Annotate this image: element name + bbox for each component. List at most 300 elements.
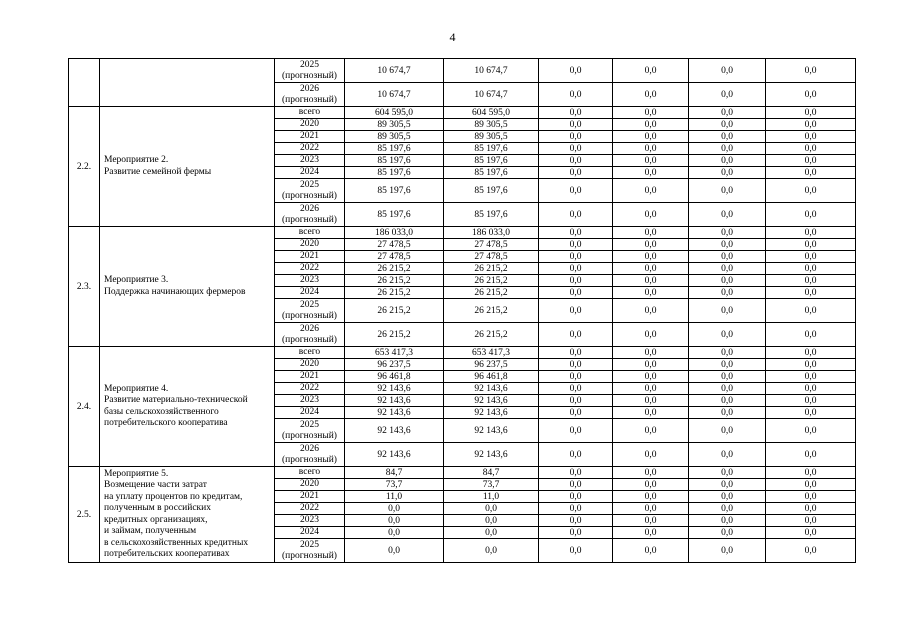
value-cell: 0,0 bbox=[539, 467, 613, 479]
value-cell: 92 143,6 bbox=[444, 383, 539, 395]
item-name-line: Мероприятие 4. bbox=[104, 383, 169, 394]
item-name bbox=[100, 227, 275, 347]
year-cell bbox=[275, 371, 345, 383]
item-name bbox=[100, 59, 275, 107]
value-cell: 96 461,8 bbox=[345, 371, 444, 383]
year-cell bbox=[275, 119, 345, 131]
value-cell: 0,0 bbox=[689, 515, 766, 527]
value-cell: 0,0 bbox=[689, 479, 766, 491]
value-cell: 0,0 bbox=[689, 527, 766, 539]
value-cell: 0,0 bbox=[539, 263, 613, 275]
value-cell: 0,0 bbox=[613, 371, 689, 383]
value-cell: 0,0 bbox=[613, 143, 689, 155]
item-name-line: в сельскохозяйственных кредитных bbox=[104, 537, 249, 548]
year-cell bbox=[275, 167, 345, 179]
year-line: 2024 bbox=[300, 407, 319, 417]
year-cell bbox=[275, 179, 345, 203]
value-cell: 0,0 bbox=[613, 467, 689, 479]
value-cell: 0,0 bbox=[613, 131, 689, 143]
value-cell: 0,0 bbox=[539, 407, 613, 419]
year-cell bbox=[275, 407, 345, 419]
financing-table bbox=[68, 58, 856, 563]
year-line: (прогнозный) bbox=[282, 214, 337, 225]
value-cell: 0,0 bbox=[539, 119, 613, 131]
value-cell: 89 305,5 bbox=[444, 119, 539, 131]
year-cell bbox=[275, 527, 345, 539]
value-cell: 89 305,5 bbox=[345, 131, 444, 143]
value-cell: 0,0 bbox=[613, 347, 689, 359]
value-cell: 0,0 bbox=[345, 527, 444, 539]
value-cell: 0,0 bbox=[766, 131, 856, 143]
year-line: 2021 bbox=[300, 251, 319, 261]
value-cell: 0,0 bbox=[613, 275, 689, 287]
table-row bbox=[69, 467, 856, 479]
value-cell: 96 461,8 bbox=[444, 371, 539, 383]
value-cell: 0,0 bbox=[689, 275, 766, 287]
value-cell: 0,0 bbox=[539, 359, 613, 371]
year-line: 2023 bbox=[300, 275, 319, 285]
value-cell: 26 215,2 bbox=[444, 299, 539, 323]
value-cell: 0,0 bbox=[444, 527, 539, 539]
table-row bbox=[69, 227, 856, 239]
value-cell: 0,0 bbox=[539, 167, 613, 179]
value-cell: 85 197,6 bbox=[444, 203, 539, 227]
value-cell: 0,0 bbox=[613, 395, 689, 407]
value-cell: 0,0 bbox=[539, 59, 613, 83]
value-cell: 27 478,5 bbox=[444, 239, 539, 251]
value-cell: 0,0 bbox=[766, 491, 856, 503]
year-cell bbox=[275, 419, 345, 443]
item-name-line: Возмещение части затрат bbox=[104, 480, 207, 490]
item-number: 2.5. bbox=[69, 467, 100, 563]
year-line: 2026 bbox=[300, 83, 319, 94]
value-cell: 85 197,6 bbox=[345, 143, 444, 155]
value-cell: 26 215,2 bbox=[345, 323, 444, 347]
year-cell bbox=[275, 539, 345, 563]
year-line: (прогнозный) bbox=[282, 550, 337, 561]
value-cell: 27 478,5 bbox=[345, 251, 444, 263]
value-cell: 92 143,6 bbox=[345, 407, 444, 419]
item-name-line: на уплату процентов по кредитам, bbox=[104, 491, 243, 502]
value-cell: 0,0 bbox=[766, 395, 856, 407]
value-cell: 0,0 bbox=[766, 167, 856, 179]
value-cell: 0,0 bbox=[539, 419, 613, 443]
value-cell: 0,0 bbox=[613, 419, 689, 443]
item-name bbox=[100, 347, 275, 467]
value-cell: 0,0 bbox=[539, 131, 613, 143]
item-number: 2.4. bbox=[69, 347, 100, 467]
year-line: 2021 bbox=[300, 371, 319, 381]
year-cell bbox=[275, 263, 345, 275]
value-cell: 0,0 bbox=[539, 443, 613, 467]
value-cell: 0,0 bbox=[539, 299, 613, 323]
year-line: 2020 bbox=[300, 479, 319, 489]
value-cell: 85 197,6 bbox=[444, 155, 539, 167]
value-cell: 0,0 bbox=[613, 239, 689, 251]
value-cell: 0,0 bbox=[613, 383, 689, 395]
value-cell: 0,0 bbox=[539, 143, 613, 155]
value-cell: 0,0 bbox=[766, 107, 856, 119]
value-cell: 92 143,6 bbox=[444, 395, 539, 407]
value-cell: 0,0 bbox=[613, 479, 689, 491]
item-name-line: Мероприятие 2. bbox=[104, 155, 169, 165]
value-cell: 26 215,2 bbox=[345, 275, 444, 287]
value-cell: 26 215,2 bbox=[444, 263, 539, 275]
value-cell: 653 417,3 bbox=[444, 347, 539, 359]
value-cell: 0,0 bbox=[539, 203, 613, 227]
value-cell: 0,0 bbox=[689, 503, 766, 515]
value-cell: 0,0 bbox=[689, 359, 766, 371]
item-name-line: потребительских кооперативах bbox=[104, 549, 230, 559]
value-cell: 0,0 bbox=[766, 239, 856, 251]
value-cell: 0,0 bbox=[766, 515, 856, 527]
year-cell bbox=[275, 491, 345, 503]
value-cell: 0,0 bbox=[539, 539, 613, 563]
value-cell: 0,0 bbox=[613, 443, 689, 467]
item-name-line: Поддержка начинающих фермеров bbox=[104, 286, 246, 297]
value-cell: 0,0 bbox=[689, 203, 766, 227]
value-cell: 0,0 bbox=[689, 299, 766, 323]
value-cell: 0,0 bbox=[689, 239, 766, 251]
value-cell: 92 143,6 bbox=[345, 443, 444, 467]
year-line: (прогнозный) bbox=[282, 454, 337, 465]
value-cell: 0,0 bbox=[689, 287, 766, 299]
value-cell: 0,0 bbox=[766, 383, 856, 395]
value-cell: 0,0 bbox=[613, 203, 689, 227]
value-cell: 0,0 bbox=[613, 59, 689, 83]
value-cell: 0,0 bbox=[766, 275, 856, 287]
item-name-line: Мероприятие 3. bbox=[104, 275, 169, 285]
value-cell: 0,0 bbox=[613, 539, 689, 563]
value-cell: 0,0 bbox=[689, 467, 766, 479]
value-cell: 0,0 bbox=[539, 383, 613, 395]
value-cell: 0,0 bbox=[539, 179, 613, 203]
year-cell bbox=[275, 443, 345, 467]
year-cell bbox=[275, 515, 345, 527]
table-row bbox=[69, 59, 856, 83]
value-cell: 0,0 bbox=[539, 515, 613, 527]
value-cell: 186 033,0 bbox=[444, 227, 539, 239]
table-body bbox=[69, 59, 856, 563]
table-row bbox=[69, 347, 856, 359]
value-cell: 0,0 bbox=[539, 107, 613, 119]
value-cell: 0,0 bbox=[766, 227, 856, 239]
value-cell: 0,0 bbox=[539, 395, 613, 407]
value-cell: 0,0 bbox=[689, 59, 766, 83]
year-line: 2025 bbox=[300, 539, 319, 550]
year-line: 2022 bbox=[300, 383, 319, 393]
value-cell: 10 674,7 bbox=[345, 83, 444, 107]
value-cell: 0,0 bbox=[613, 83, 689, 107]
value-cell: 85 197,6 bbox=[444, 167, 539, 179]
value-cell: 0,0 bbox=[539, 275, 613, 287]
year-cell bbox=[275, 107, 345, 119]
value-cell: 0,0 bbox=[766, 59, 856, 83]
value-cell: 0,0 bbox=[613, 359, 689, 371]
year-cell bbox=[275, 59, 345, 83]
value-cell: 0,0 bbox=[766, 299, 856, 323]
year-cell bbox=[275, 383, 345, 395]
value-cell: 0,0 bbox=[539, 323, 613, 347]
year-line: 2020 bbox=[300, 239, 319, 249]
value-cell: 0,0 bbox=[766, 359, 856, 371]
value-cell: 85 197,6 bbox=[345, 179, 444, 203]
value-cell: 92 143,6 bbox=[345, 419, 444, 443]
year-cell bbox=[275, 395, 345, 407]
value-cell: 85 197,6 bbox=[444, 143, 539, 155]
value-cell: 85 197,6 bbox=[444, 179, 539, 203]
value-cell: 0,0 bbox=[613, 107, 689, 119]
year-cell bbox=[275, 83, 345, 107]
value-cell: 0,0 bbox=[766, 527, 856, 539]
value-cell: 26 215,2 bbox=[345, 299, 444, 323]
value-cell: 0,0 bbox=[345, 539, 444, 563]
year-line: всего bbox=[298, 227, 321, 237]
value-cell: 11,0 bbox=[345, 491, 444, 503]
value-cell: 27 478,5 bbox=[345, 239, 444, 251]
year-line: 2020 bbox=[300, 119, 319, 129]
year-line: 2024 bbox=[300, 527, 319, 537]
value-cell: 0,0 bbox=[539, 347, 613, 359]
value-cell: 0,0 bbox=[689, 227, 766, 239]
value-cell: 0,0 bbox=[689, 179, 766, 203]
value-cell: 0,0 bbox=[539, 251, 613, 263]
value-cell: 0,0 bbox=[689, 491, 766, 503]
year-cell bbox=[275, 299, 345, 323]
year-cell bbox=[275, 347, 345, 359]
value-cell: 653 417,3 bbox=[345, 347, 444, 359]
value-cell: 92 143,6 bbox=[345, 383, 444, 395]
value-cell: 0,0 bbox=[766, 119, 856, 131]
value-cell: 96 237,5 bbox=[345, 359, 444, 371]
year-line: 2020 bbox=[300, 359, 319, 369]
year-cell bbox=[275, 479, 345, 491]
value-cell: 0,0 bbox=[539, 227, 613, 239]
item-name-line: кредитных организациях, bbox=[104, 514, 208, 525]
value-cell: 0,0 bbox=[766, 347, 856, 359]
value-cell: 0,0 bbox=[613, 179, 689, 203]
value-cell: 604 595,0 bbox=[444, 107, 539, 119]
year-line: 2025 bbox=[300, 299, 319, 310]
value-cell: 26 215,2 bbox=[444, 323, 539, 347]
value-cell: 0,0 bbox=[766, 203, 856, 227]
value-cell: 0,0 bbox=[766, 143, 856, 155]
value-cell: 0,0 bbox=[766, 179, 856, 203]
value-cell: 0,0 bbox=[613, 323, 689, 347]
value-cell: 11,0 bbox=[444, 491, 539, 503]
value-cell: 0,0 bbox=[613, 155, 689, 167]
value-cell: 0,0 bbox=[766, 371, 856, 383]
value-cell: 0,0 bbox=[766, 503, 856, 515]
value-cell: 26 215,2 bbox=[444, 287, 539, 299]
value-cell: 0,0 bbox=[689, 383, 766, 395]
item-number: 2.2. bbox=[69, 107, 100, 227]
value-cell: 0,0 bbox=[689, 407, 766, 419]
year-line: 2025 bbox=[300, 179, 319, 190]
item-name-line: базы сельскохозяйственного bbox=[104, 406, 219, 417]
value-cell: 0,0 bbox=[444, 539, 539, 563]
value-cell: 0,0 bbox=[539, 83, 613, 107]
value-cell: 0,0 bbox=[613, 299, 689, 323]
year-line: (прогнозный) bbox=[282, 430, 337, 441]
value-cell: 26 215,2 bbox=[345, 287, 444, 299]
value-cell: 0,0 bbox=[444, 503, 539, 515]
value-cell: 0,0 bbox=[689, 419, 766, 443]
year-cell bbox=[275, 143, 345, 155]
value-cell: 0,0 bbox=[345, 503, 444, 515]
value-cell: 0,0 bbox=[613, 515, 689, 527]
value-cell: 0,0 bbox=[689, 155, 766, 167]
value-cell: 0,0 bbox=[539, 527, 613, 539]
year-cell bbox=[275, 275, 345, 287]
value-cell: 0,0 bbox=[613, 263, 689, 275]
value-cell: 0,0 bbox=[689, 443, 766, 467]
year-line: 2023 bbox=[300, 515, 319, 525]
value-cell: 0,0 bbox=[766, 407, 856, 419]
value-cell: 0,0 bbox=[613, 119, 689, 131]
year-line: (прогнозный) bbox=[282, 190, 337, 201]
year-line: (прогнозный) bbox=[282, 310, 337, 321]
value-cell: 0,0 bbox=[689, 395, 766, 407]
year-cell bbox=[275, 287, 345, 299]
value-cell: 0,0 bbox=[613, 167, 689, 179]
value-cell: 0,0 bbox=[766, 83, 856, 107]
value-cell: 10 674,7 bbox=[444, 83, 539, 107]
value-cell: 0,0 bbox=[345, 515, 444, 527]
value-cell: 0,0 bbox=[689, 323, 766, 347]
value-cell: 0,0 bbox=[689, 107, 766, 119]
value-cell: 0,0 bbox=[613, 503, 689, 515]
year-cell bbox=[275, 359, 345, 371]
year-cell bbox=[275, 203, 345, 227]
item-name bbox=[100, 467, 275, 563]
value-cell: 26 215,2 bbox=[345, 263, 444, 275]
year-line: 2026 bbox=[300, 323, 319, 334]
item-name-line: и займам, полученным bbox=[104, 526, 197, 536]
value-cell: 0,0 bbox=[766, 155, 856, 167]
value-cell: 73,7 bbox=[345, 479, 444, 491]
value-cell: 84,7 bbox=[345, 467, 444, 479]
year-cell bbox=[275, 467, 345, 479]
item-name-line: потребительского кооператива bbox=[104, 418, 228, 428]
value-cell: 92 143,6 bbox=[444, 443, 539, 467]
year-cell bbox=[275, 155, 345, 167]
value-cell: 0,0 bbox=[539, 155, 613, 167]
year-line: 2025 bbox=[300, 59, 319, 70]
year-line: всего bbox=[298, 467, 321, 477]
year-line: (прогнозный) bbox=[282, 334, 337, 345]
value-cell: 0,0 bbox=[613, 287, 689, 299]
value-cell: 89 305,5 bbox=[444, 131, 539, 143]
year-line: 2026 bbox=[300, 443, 319, 454]
value-cell: 10 674,7 bbox=[444, 59, 539, 83]
value-cell: 0,0 bbox=[689, 167, 766, 179]
value-cell: 92 143,6 bbox=[444, 419, 539, 443]
year-line: всего bbox=[298, 107, 321, 117]
value-cell: 0,0 bbox=[766, 263, 856, 275]
year-line: 2022 bbox=[300, 143, 319, 153]
year-cell bbox=[275, 131, 345, 143]
year-line: 2021 bbox=[300, 131, 319, 141]
value-cell: 27 478,5 bbox=[444, 251, 539, 263]
value-cell: 10 674,7 bbox=[345, 59, 444, 83]
table-row bbox=[69, 107, 856, 119]
value-cell: 0,0 bbox=[444, 515, 539, 527]
value-cell: 0,0 bbox=[766, 251, 856, 263]
value-cell: 186 033,0 bbox=[345, 227, 444, 239]
value-cell: 84,7 bbox=[444, 467, 539, 479]
year-line: (прогнозный) bbox=[282, 94, 337, 105]
value-cell: 26 215,2 bbox=[444, 275, 539, 287]
value-cell: 0,0 bbox=[689, 347, 766, 359]
value-cell: 0,0 bbox=[539, 371, 613, 383]
value-cell: 92 143,6 bbox=[444, 407, 539, 419]
year-cell bbox=[275, 239, 345, 251]
value-cell: 0,0 bbox=[766, 443, 856, 467]
item-number: 2.3. bbox=[69, 227, 100, 347]
year-cell bbox=[275, 503, 345, 515]
year-line: 2022 bbox=[300, 263, 319, 273]
value-cell: 85 197,6 bbox=[345, 203, 444, 227]
year-cell bbox=[275, 251, 345, 263]
value-cell: 0,0 bbox=[539, 287, 613, 299]
year-line: 2023 bbox=[300, 155, 319, 165]
value-cell: 0,0 bbox=[613, 251, 689, 263]
item-name-line: полученным в российских bbox=[104, 503, 211, 513]
year-cell bbox=[275, 227, 345, 239]
year-line: 2024 bbox=[300, 167, 319, 177]
value-cell: 85 197,6 bbox=[345, 155, 444, 167]
year-line: всего bbox=[298, 347, 321, 357]
year-line: 2021 bbox=[300, 491, 319, 501]
value-cell: 0,0 bbox=[766, 539, 856, 563]
value-cell: 0,0 bbox=[613, 407, 689, 419]
value-cell: 0,0 bbox=[766, 287, 856, 299]
value-cell: 92 143,6 bbox=[345, 395, 444, 407]
value-cell: 0,0 bbox=[689, 371, 766, 383]
value-cell: 0,0 bbox=[689, 539, 766, 563]
value-cell: 85 197,6 bbox=[345, 167, 444, 179]
value-cell: 0,0 bbox=[539, 239, 613, 251]
value-cell: 0,0 bbox=[689, 263, 766, 275]
item-name-line: Мероприятие 5. bbox=[104, 468, 169, 479]
item-name-line: Развитие семейной фермы bbox=[104, 166, 212, 177]
value-cell: 0,0 bbox=[689, 251, 766, 263]
value-cell: 0,0 bbox=[766, 419, 856, 443]
year-cell bbox=[275, 323, 345, 347]
year-line: 2023 bbox=[300, 395, 319, 405]
item-number bbox=[69, 59, 100, 107]
value-cell: 0,0 bbox=[689, 83, 766, 107]
year-line: 2024 bbox=[300, 287, 319, 297]
page-number: 4 bbox=[449, 30, 456, 44]
year-line: 2025 bbox=[300, 419, 319, 430]
value-cell: 0,0 bbox=[689, 131, 766, 143]
value-cell: 604 595,0 bbox=[345, 107, 444, 119]
value-cell: 0,0 bbox=[613, 527, 689, 539]
item-name bbox=[100, 107, 275, 227]
value-cell: 73,7 bbox=[444, 479, 539, 491]
value-cell: 0,0 bbox=[613, 227, 689, 239]
value-cell: 0,0 bbox=[539, 479, 613, 491]
value-cell: 0,0 bbox=[539, 503, 613, 515]
year-line: (прогнозный) bbox=[282, 70, 337, 81]
item-name-line: Развитие материально-технической bbox=[104, 395, 248, 405]
value-cell: 0,0 bbox=[766, 479, 856, 491]
year-line: 2022 bbox=[300, 503, 319, 513]
value-cell: 0,0 bbox=[766, 323, 856, 347]
value-cell: 96 237,5 bbox=[444, 359, 539, 371]
